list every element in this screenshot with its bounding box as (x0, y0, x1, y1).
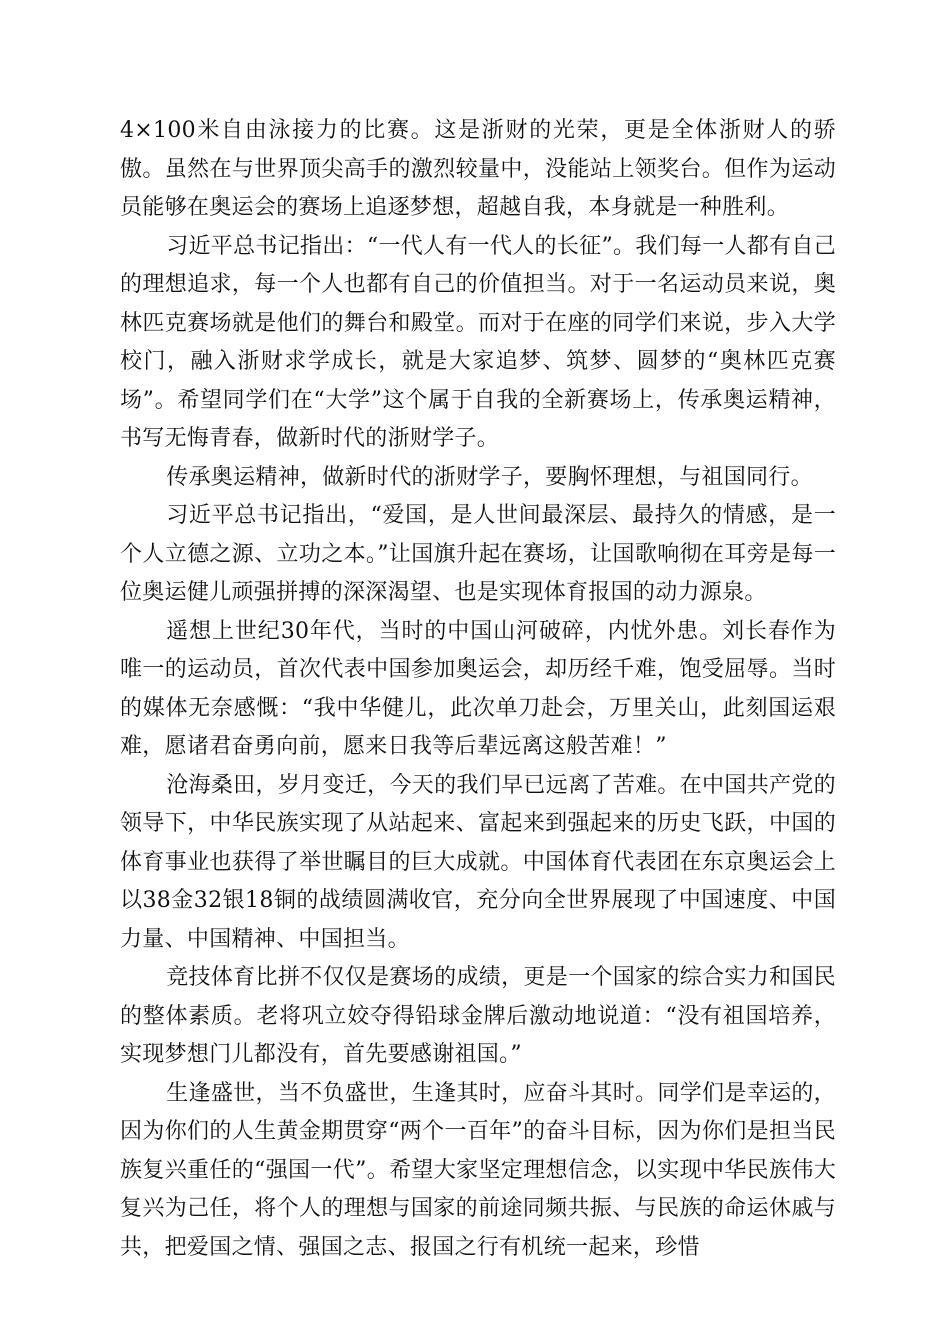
paragraph-7: 竞技体育比拼不仅仅是赛场的成绩，更是一个国家的综合实力和国民的整体素质。老将巩立姣夺得铅球金牌后激动地说道：“没有祖国培养，实现梦想门儿都没有，首先要感谢祖国。” (120, 965, 836, 1067)
document-page (120, 112, 836, 1267)
paragraph-8: 生逢盛世，当不负盛世，生逢其时，应奋斗其时。同学们是幸运的，因为你们的人生黄金期贯穿“两个一百年”的奋斗目标，因为你们是担当民族复兴重任的“强国一代”。希望大家坚定理想信念，以实现中华民族伟大复兴为己任，将个人的理想与国家的前途同频共振、与民族的命运休戚与共，把爱国之情、强国之志、报国之行有机统一起来，珍惜 (120, 1080, 836, 1260)
paragraph-1: 4×100米自由泳接力的比赛。这是浙财的光荣，更是全体浙财人的骄傲。虽然在与世界顶尖高手的激烈较量中，没能站上领奖台。但作为运动员能够在奥运会的赛场上追逐梦想，超越自我，本身就是一种胜利。 (120, 118, 836, 220)
paragraph-3: 传承奥运精神，做新时代的浙财学子，要胸怀理想，与祖国同行。 (166, 464, 813, 490)
paragraph-4: 习近平总书记指出，“爱国，是人世间最深层、最持久的情感，是一个人立德之源、立功之本。”让国旗升起在赛场，让国歌响彻在耳旁是每一位奥运健儿顽强拼搏的深深渴望、也是实现体育报国的动力源泉。 (120, 503, 836, 605)
paragraph-5: 遥想上世纪30年代，当时的中国山河破碎，内忧外患。刘长春作为唯一的运动员，首次代表中国参加奥运会，却历经千难，饱受屈辱。当时的媒体无奈感慨：“我中华健儿，此次单刀赴会，万里关山，此刻国运艰难，愿诸君奋勇向前，愿来日我等后辈远离这般苦难！” (120, 618, 836, 759)
paragraph-6: 沧海桑田，岁月变迁，今天的我们早已远离了苦难。在中国共产党的领导下，中华民族实现了从站起来、富起来到强起来的历史飞跃，中国的体育事业也获得了举世瞩目的巨大成就。中国体育代表团在东京奥运会上以38金32银18铜的战绩圆满收官，充分向全世界展现了中国速度、中国力量、中国精神、中国担当。 (120, 772, 836, 952)
paragraph-2: 习近平总书记指出：“一代人有一代人的长征”。我们每一人都有自己的理想追求，每一个人也都有自己的价值担当。对于一名运动员来说，奥林匹克赛场就是他们的舞台和殿堂。而对于在座的同学们来说，步入大学校门，融入浙财求学成长，就是大家追梦、筑梦、圆梦的“奥林匹克赛场”。希望同学们在“大学”这个属于自我的全新赛场上，传承奥运精神，书写无悔青春，做新时代的浙财学子。 (120, 233, 836, 451)
